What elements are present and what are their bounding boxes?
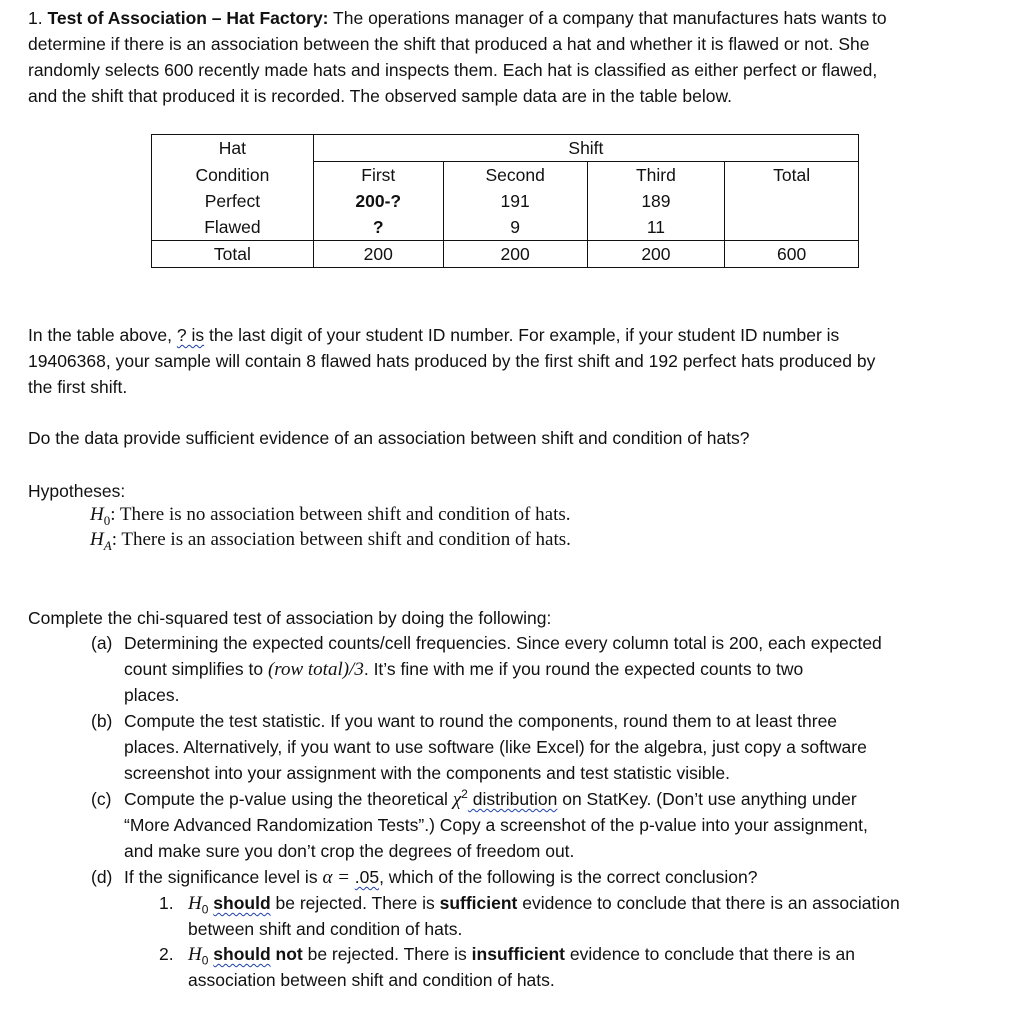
table-cell: 191: [443, 188, 587, 214]
option-2-line-2: association between shift and condition of hats.: [188, 970, 555, 990]
table-cell: 200: [587, 241, 725, 268]
h0-subscript: 0: [201, 902, 209, 917]
sufficient-word: sufficient: [439, 893, 518, 913]
should-word: should: [213, 944, 271, 964]
part-b-label: (b): [91, 711, 113, 731]
table-row-flawed: [152, 214, 859, 241]
option-text: be rejected. There is: [302, 944, 472, 964]
alpha-symbol: α =: [322, 867, 355, 888]
observed-data-table: [151, 134, 859, 268]
problem-title: Test of Association – Hat Factory:: [47, 8, 329, 28]
part-a-label: (a): [91, 633, 113, 653]
row-total-formula: (row total)/3: [267, 659, 364, 680]
table-header-row-2: [152, 162, 859, 189]
part-c-line-2: “More Advanced Randomization Tests”.) Copy a screenshot of the p-value into your assignment,: [124, 815, 868, 835]
ha-subscript: A: [103, 537, 112, 553]
part-a-text: count simplifies to: [124, 659, 268, 679]
col-header-total: Total: [725, 162, 859, 189]
table-cell: 200: [313, 241, 443, 268]
table-row-perfect: [152, 188, 859, 214]
option-text: evidence to conclude that there is an: [565, 944, 855, 964]
note-line-2: 19406368, your sample will contain 8 flawed hats produced by the first shift and 192 perfect hats produced by: [28, 351, 876, 371]
part-d-text: If the significance level is: [124, 867, 323, 887]
part-b-line-3: screenshot into your assignment with the components and test statistic visible.: [124, 763, 730, 783]
part-a-line-3: places.: [124, 685, 180, 705]
h0-symbol: H: [188, 944, 202, 965]
question-mark-placeholder: ? is: [176, 325, 205, 345]
h0-subscript: 0: [201, 953, 209, 968]
hypotheses-label: Hypotheses:: [28, 481, 126, 501]
table-row-total: [152, 241, 859, 268]
chi-superscript: 2: [461, 787, 468, 802]
alpha-value: .05: [354, 867, 380, 887]
table-cell: 11: [587, 214, 725, 241]
table-cell: 9: [443, 214, 587, 241]
problem-number: 1.: [28, 8, 43, 28]
part-c-text: Compute the p-value using the theoretical: [124, 789, 453, 809]
part-a-line-2: [124, 656, 803, 683]
insufficient-word: insufficient: [471, 944, 566, 964]
row-label: Perfect: [152, 188, 314, 214]
instructions-lead: Complete the chi-squared test of association by doing the following:: [28, 608, 552, 628]
h0-symbol: H: [90, 504, 104, 525]
part-d-text: , which of the following is the correct conclusion?: [379, 867, 758, 887]
part-b-line-2: places. Alternatively, if you want to use software (like Excel) for the algebra, just copy a software: [124, 737, 867, 757]
table-cell: 600: [725, 241, 859, 268]
intro-line-2: determine if there is an association between the shift that produced a hat and whether it is flawed or not. She: [28, 34, 870, 54]
col-header-first: First: [313, 162, 443, 189]
option-1-line-2: between shift and condition of hats.: [188, 919, 463, 939]
option-1-number: 1.: [159, 893, 174, 913]
part-d-line-1: [124, 864, 757, 891]
part-d-label: (d): [91, 867, 113, 887]
shift-header: Shift: [313, 135, 858, 162]
intro-line-1: [28, 5, 887, 31]
ha-symbol: H: [90, 529, 104, 550]
intro-line-4: and the shift that produced it is recorded. The observed sample data are in the table below.: [28, 86, 733, 106]
distribution-word: distribution: [467, 789, 558, 809]
not-word: not: [270, 944, 303, 964]
table-cell: 189: [587, 188, 725, 214]
col-header-third: Third: [587, 162, 725, 189]
row-label: Total: [152, 241, 314, 268]
should-word: should: [213, 893, 271, 913]
table-cell: [725, 188, 859, 214]
h0-text: : There is no association between shift and condition of hats.: [110, 504, 571, 525]
intro-text: The operations manager of a company that manufactures hats wants to: [328, 8, 887, 28]
col-header-second: Second: [443, 162, 587, 189]
option-text: be rejected. There is: [270, 893, 440, 913]
option-2-number: 2.: [159, 944, 174, 964]
option-text: evidence to conclude that there is an association: [517, 893, 900, 913]
table-header-row-1: [152, 135, 859, 162]
row-header-condition: Condition: [152, 162, 314, 189]
table-cell: 200-?: [313, 188, 443, 214]
table-cell: ?: [313, 214, 443, 241]
part-c-line-1: [124, 786, 857, 813]
part-c-text: on StatKey. (Don’t use anything under: [557, 789, 857, 809]
part-a-line-1: Determining the expected counts/cell frequencies. Since every column total is 200, each expected: [124, 633, 882, 653]
table-cell: [725, 214, 859, 241]
row-label: Flawed: [152, 214, 314, 241]
part-a-text: . It’s fine with me if you round the expected counts to two: [363, 659, 804, 679]
h0-subscript: 0: [103, 512, 111, 528]
note-line-1: [28, 322, 839, 348]
table-cell: 200: [443, 241, 587, 268]
part-b-line-1: Compute the test statistic. If you want to round the components, round them to at least three: [124, 711, 838, 731]
alternative-hypothesis: [90, 527, 571, 559]
note-text: In the table above,: [28, 325, 177, 345]
chi-symbol: χ: [452, 789, 462, 810]
part-c-line-3: and make sure you don’t crop the degrees of freedom out.: [124, 841, 575, 861]
intro-line-3: randomly selects 600 recently made hats and inspects them. Each hat is classified as either perfect or flawed,: [28, 60, 878, 80]
main-question: Do the data provide sufficient evidence of an association between shift and condition of hats?: [28, 428, 750, 448]
note-text: the last digit of your student ID number. For example, if your student ID number is: [204, 325, 840, 345]
ha-text: : There is an association between shift and condition of hats.: [111, 529, 571, 550]
row-header-hat: Hat: [152, 135, 314, 162]
note-line-3: the first shift.: [28, 377, 128, 397]
part-c-label: (c): [91, 789, 112, 809]
h0-symbol: H: [188, 893, 202, 914]
